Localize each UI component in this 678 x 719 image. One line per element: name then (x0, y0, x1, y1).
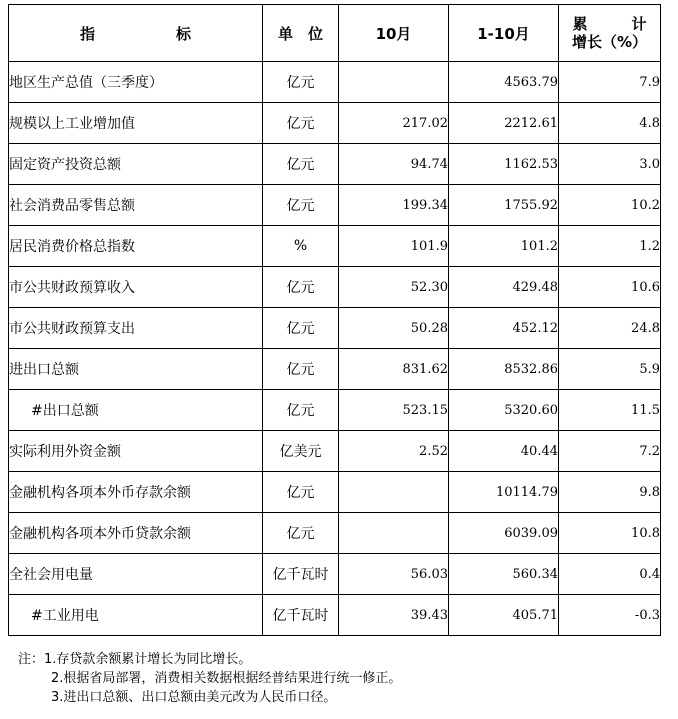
cell-unit: 亿元 (263, 185, 339, 226)
cell-unit: 亿元 (263, 472, 339, 513)
cell-october: 56.03 (339, 554, 449, 595)
cell-growth: 0.4 (559, 554, 661, 595)
table-body (9, 62, 661, 636)
cell-growth: 10.6 (559, 267, 661, 308)
table-header-row (9, 5, 661, 62)
cell-unit: 亿千瓦时 (263, 595, 339, 636)
cell-indicator: #工业用电 (9, 595, 263, 636)
table-row (9, 595, 661, 636)
cell-unit: 亿元 (263, 267, 339, 308)
cell-growth: 7.2 (559, 431, 661, 472)
cell-indicator: 市公共财政预算收入 (9, 267, 263, 308)
cell-jan-oct: 405.71 (449, 595, 559, 636)
table-row (9, 144, 661, 185)
cell-october: 217.02 (339, 103, 449, 144)
table-row (9, 513, 661, 554)
cell-jan-oct: 1755.92 (449, 185, 559, 226)
cell-october: 101.9 (339, 226, 449, 267)
cell-growth: 3.0 (559, 144, 661, 185)
cell-jan-oct: 452.12 (449, 308, 559, 349)
cell-october: 2.52 (339, 431, 449, 472)
cell-october: 39.43 (339, 595, 449, 636)
cell-growth: 4.8 (559, 103, 661, 144)
cell-october: 523.15 (339, 390, 449, 431)
table-row (9, 267, 661, 308)
cell-growth: 9.8 (559, 472, 661, 513)
cell-unit: 亿元 (263, 308, 339, 349)
header-october: 10月 (339, 5, 449, 62)
cell-growth: 11.5 (559, 390, 661, 431)
cell-jan-oct: 10114.79 (449, 472, 559, 513)
cell-jan-oct: 560.34 (449, 554, 559, 595)
cell-indicator: 固定资产投资总额 (9, 144, 263, 185)
table-row (9, 472, 661, 513)
cell-october: 199.34 (339, 185, 449, 226)
cell-jan-oct: 429.48 (449, 267, 559, 308)
cell-october: 94.74 (339, 144, 449, 185)
cell-jan-oct: 4563.79 (449, 62, 559, 103)
cell-jan-oct: 8532.86 (449, 349, 559, 390)
header-jan-oct: 1-10月 (449, 5, 559, 62)
cell-growth: 5.9 (559, 349, 661, 390)
cell-jan-oct: 101.2 (449, 226, 559, 267)
cell-unit: 亿元 (263, 349, 339, 390)
cell-jan-oct: 2212.61 (449, 103, 559, 144)
note-line-3: 3.进出口总额、出口总额由美元改为人民币口径。 (51, 690, 337, 705)
cell-indicator: 全社会用电量 (9, 554, 263, 595)
cell-indicator: #出口总额 (9, 390, 263, 431)
table-row (9, 431, 661, 472)
cell-indicator: 居民消费价格总指数 (9, 226, 263, 267)
cell-indicator: 实际利用外资金额 (9, 431, 263, 472)
table-row (9, 308, 661, 349)
table-row (9, 554, 661, 595)
cell-unit: 亿元 (263, 62, 339, 103)
cell-october (339, 62, 449, 103)
cell-unit: 亿元 (263, 103, 339, 144)
cell-jan-oct: 5320.60 (449, 390, 559, 431)
cell-indicator: 金融机构各项本外币存款余额 (9, 472, 263, 513)
cell-indicator: 社会消费品零售总额 (9, 185, 263, 226)
cell-october: 50.28 (339, 308, 449, 349)
cell-october: 52.30 (339, 267, 449, 308)
header-indicator: 指 标 (9, 5, 263, 62)
cell-indicator: 地区生产总值（三季度） (9, 62, 263, 103)
cell-unit: 亿元 (263, 144, 339, 185)
table-notes (18, 650, 658, 707)
cell-indicator: 规模以上工业增加值 (9, 103, 263, 144)
cell-growth: 7.9 (559, 62, 661, 103)
cell-unit: % (263, 226, 339, 267)
cell-indicator: 进出口总额 (9, 349, 263, 390)
table-row (9, 62, 661, 103)
cell-jan-oct: 1162.53 (449, 144, 559, 185)
table-row (9, 390, 661, 431)
table-row (9, 185, 661, 226)
cell-unit: 亿元 (263, 513, 339, 554)
economic-indicators-table (8, 4, 661, 636)
cell-growth: 10.2 (559, 185, 661, 226)
table-row (9, 349, 661, 390)
cell-unit: 亿元 (263, 390, 339, 431)
cell-jan-oct: 6039.09 (449, 513, 559, 554)
note-line-2: 2.根据省局部署，消费相关数据根据经普结果进行统一修正。 (51, 671, 402, 686)
cell-october (339, 513, 449, 554)
cell-unit: 亿美元 (263, 431, 339, 472)
cell-indicator: 金融机构各项本外币贷款余额 (9, 513, 263, 554)
cell-unit: 亿千瓦时 (263, 554, 339, 595)
cell-october: 831.62 (339, 349, 449, 390)
cell-growth: 1.2 (559, 226, 661, 267)
table-row (9, 226, 661, 267)
header-unit: 单位 (263, 5, 339, 62)
cell-indicator: 市公共财政预算支出 (9, 308, 263, 349)
cell-jan-oct: 40.44 (449, 431, 559, 472)
note-line-1: 注：1.存贷款余额累计增长为同比增长。 (18, 652, 252, 667)
cell-october (339, 472, 449, 513)
cell-growth: 10.8 (559, 513, 661, 554)
cell-growth: 24.8 (559, 308, 661, 349)
header-cumulative-growth: 累 计 增长（%） (559, 5, 661, 62)
cell-growth: -0.3 (559, 595, 661, 636)
table-row (9, 103, 661, 144)
